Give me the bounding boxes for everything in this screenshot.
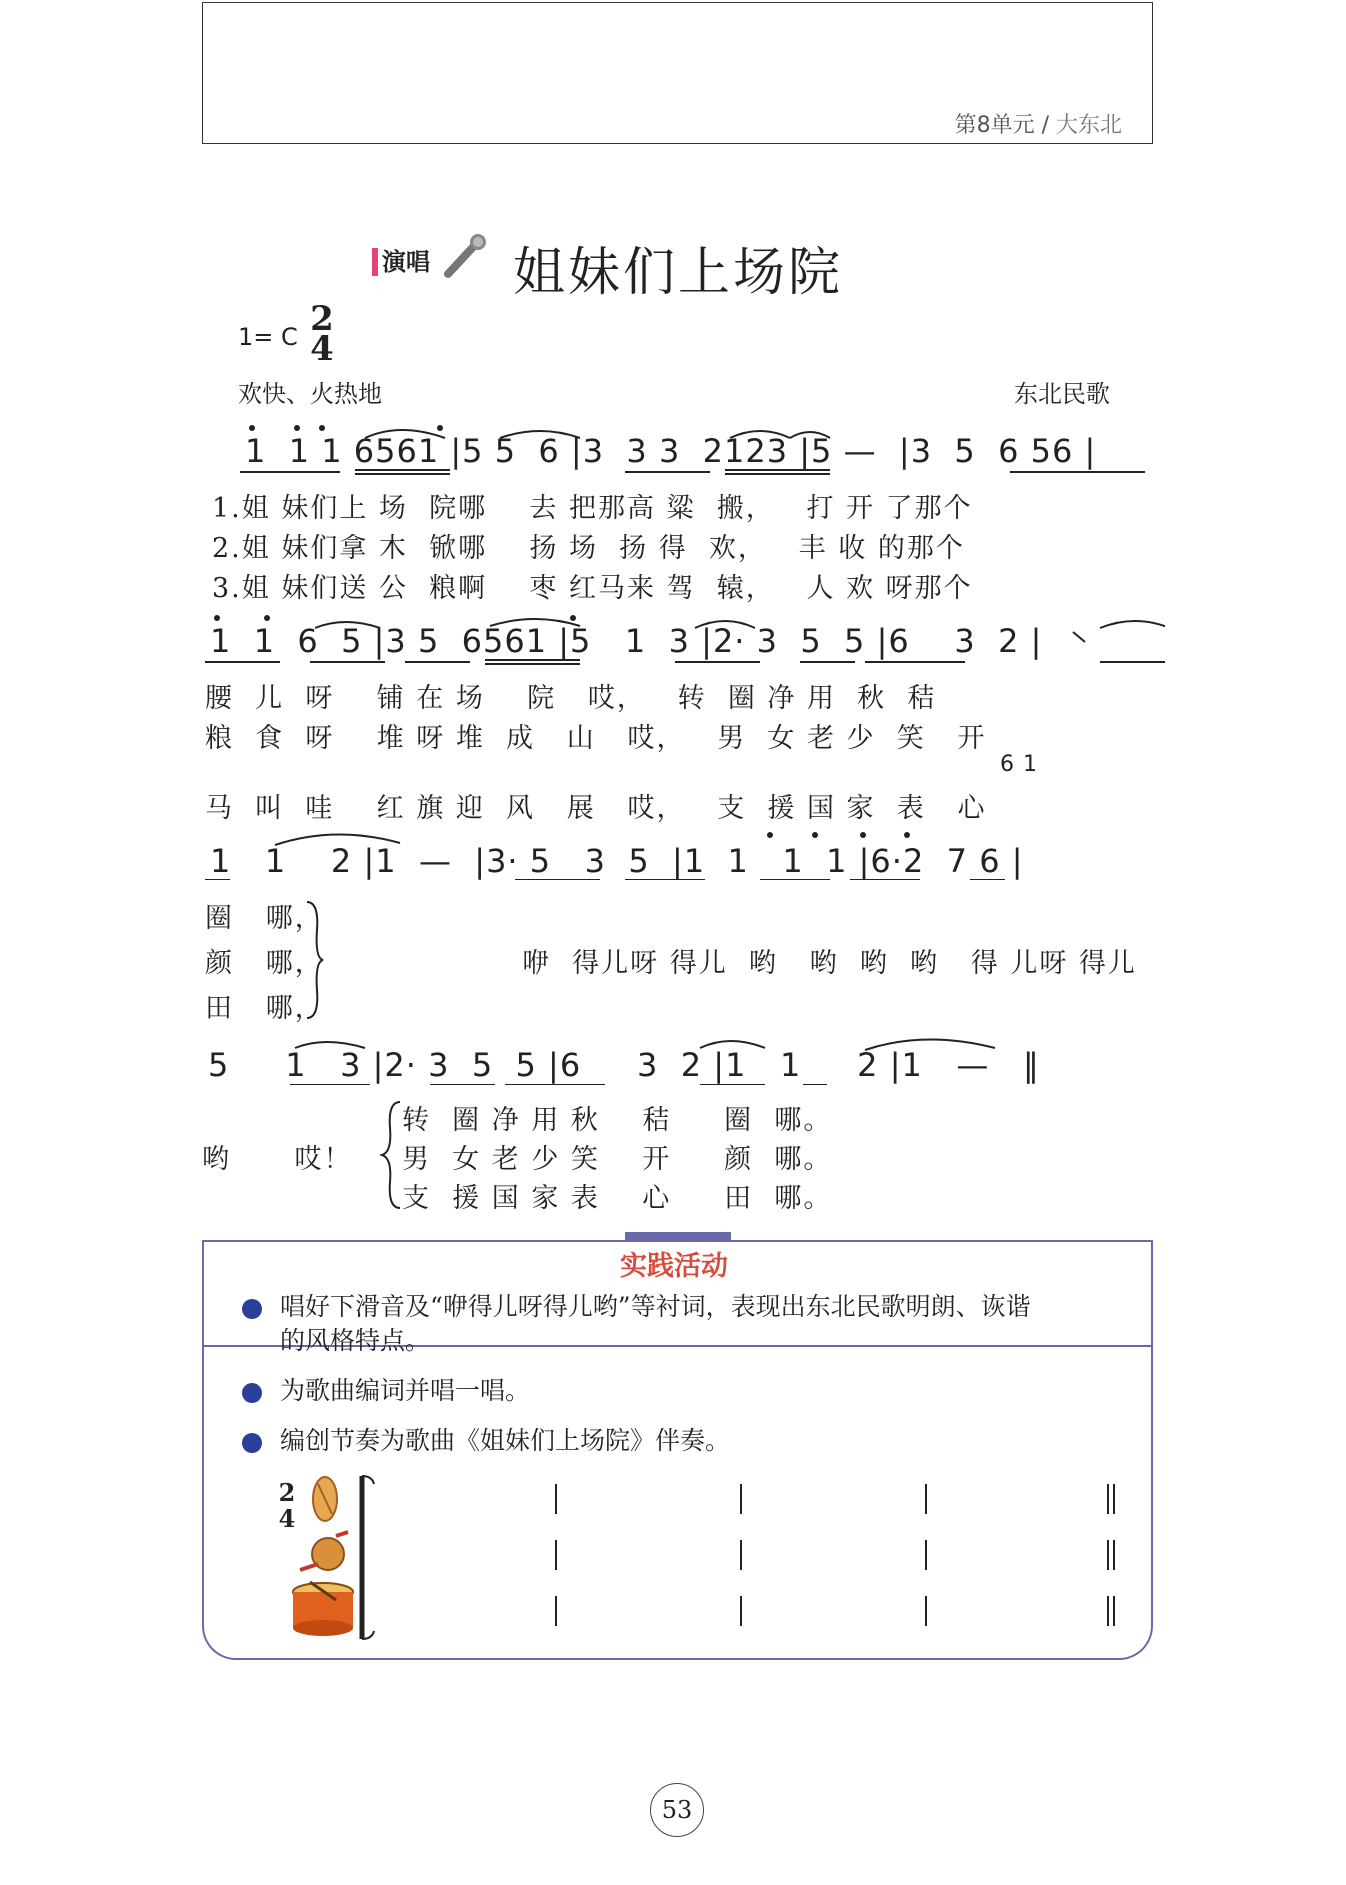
unit-separator: / <box>1034 113 1056 138</box>
notation-row-2: 1 1 6 5 |3 5 6561 |5 1 3 |2· 3 5 5 |6 3 2 | <box>210 622 1043 660</box>
lyric-row-3-verse-3: 田 哪， <box>205 993 324 1024</box>
notation-row-3: 1 1 2 |1 — |3· 5 3 5 |1 1 1 1 |6·2 7 6 | <box>210 842 1024 880</box>
time-signature <box>308 299 336 369</box>
rhythm-time-top: 2 <box>278 1478 296 1507</box>
lyric-row-3-verse-2: 颜 哪， <box>205 948 324 979</box>
lyric-row-2-verse-2: 粮 食 呀 堆 呀 堆 成 山 哎， 男 女 老 少 笑 开 <box>205 723 987 754</box>
bullet-icon <box>242 1433 262 1453</box>
hand-drum-icon <box>296 1530 354 1580</box>
header-box <box>202 2 1153 144</box>
rhythm-staff <box>358 1474 1118 1644</box>
bullet-icon <box>242 1299 262 1319</box>
activity-item-2: 为歌曲编词并唱一唱。 <box>280 1376 531 1405</box>
unit-number: 第8单元 <box>954 113 1035 138</box>
lyric-row-1-verse-3: 3.姐 妹们送 公 粮啊 枣 红马来 驾 辕， 人 欢 呀那个 <box>212 573 973 604</box>
unit-place: 大东北 <box>1055 113 1122 138</box>
unit-label <box>955 108 1122 139</box>
notation-marks-row-3 <box>205 825 1165 880</box>
bamboo-clapper-icon <box>296 1474 354 1524</box>
key-signature: 1= C <box>238 323 298 351</box>
song-title: 姐妹们上场院 <box>513 243 844 303</box>
notation-row-1: 1 1 1 6561 |5 5 6 |3 3 3 2123 |5 — |3 5 6 56 | <box>245 432 1097 470</box>
lyric-row-1-verse-2: 2.姐 妹们拿 木 锨哪 扬 场 扬 得 欢， 丰 收 的那个 <box>212 533 965 564</box>
activity-tab <box>625 1232 731 1240</box>
song-origin: 东北民歌 <box>1014 380 1110 408</box>
section-tag: 演唱 <box>372 248 430 276</box>
verse-brace-right <box>305 900 325 1020</box>
bullet-icon <box>242 1383 262 1403</box>
notation-marks-row-1 <box>240 420 1160 475</box>
lyric-row-3-verse-1: 圈 哪， <box>205 903 324 934</box>
rhythm-time-signature <box>276 1480 298 1532</box>
notation-marks-row-4 <box>205 1030 1165 1085</box>
tempo-marking: 欢快、火热地 <box>238 380 382 408</box>
refrain-lyric: 咿 得儿呀 得儿 哟 哟 哟 哟 得 儿呀 得儿 <box>522 948 1137 979</box>
activity-divider-top <box>202 1240 1153 1242</box>
page-number: 53 <box>650 1783 704 1837</box>
verse-brace-left <box>380 1100 402 1210</box>
notation-marks-row-2 <box>205 610 1165 665</box>
notation-row-4: 5 1 3 |2· 3 5 5 |6 3 2 |1 1 2 |1 — ‖ <box>208 1046 1040 1084</box>
activity-item-1-cont: 的风格特点。 <box>280 1326 431 1355</box>
lyric-row-2-verse-3: 马 叫 哇 红 旗 迎 风 展 哎， 支 援 国 家 表 心 <box>205 793 987 824</box>
lyric-row-4-verse-3: 支 援 国 家 表 心 田 哪。 <box>402 1183 833 1214</box>
lyric-row-4-verse-2: 男 女 老 少 笑 开 颜 哪。 <box>402 1144 833 1175</box>
exclamation-lyric: 哟 哎！ <box>202 1144 353 1175</box>
lyric-row-2-verse-1: 腰 儿 呀 铺 在 场 院 哎， 转 圈 净 用 秋 秸 <box>205 683 937 714</box>
alt-notes: 6 1 <box>1000 752 1038 777</box>
lyric-row-4-verse-1: 转 圈 净 用 秋 秸 圈 哪。 <box>402 1105 833 1136</box>
big-drum-icon <box>290 1580 356 1638</box>
time-top: 2 <box>310 299 334 339</box>
lyric-row-1-verse-1: 1.姐 妹们上 场 院哪 去 把那高 粱 搬， 打 开 了那个 <box>212 493 973 524</box>
activity-item-3: 编创节奏为歌曲《姐妹们上场院》伴奏。 <box>280 1426 731 1455</box>
activity-item-1: 唱好下滑音及“咿得儿呀得儿哟”等衬词，表现出东北民歌明朗、诙谐 <box>280 1292 1031 1321</box>
activity-title: 实践活动 <box>620 1251 728 1282</box>
microphone-icon <box>440 232 490 282</box>
rhythm-time-bottom: 4 <box>278 1504 296 1533</box>
time-bottom: 4 <box>310 329 334 369</box>
